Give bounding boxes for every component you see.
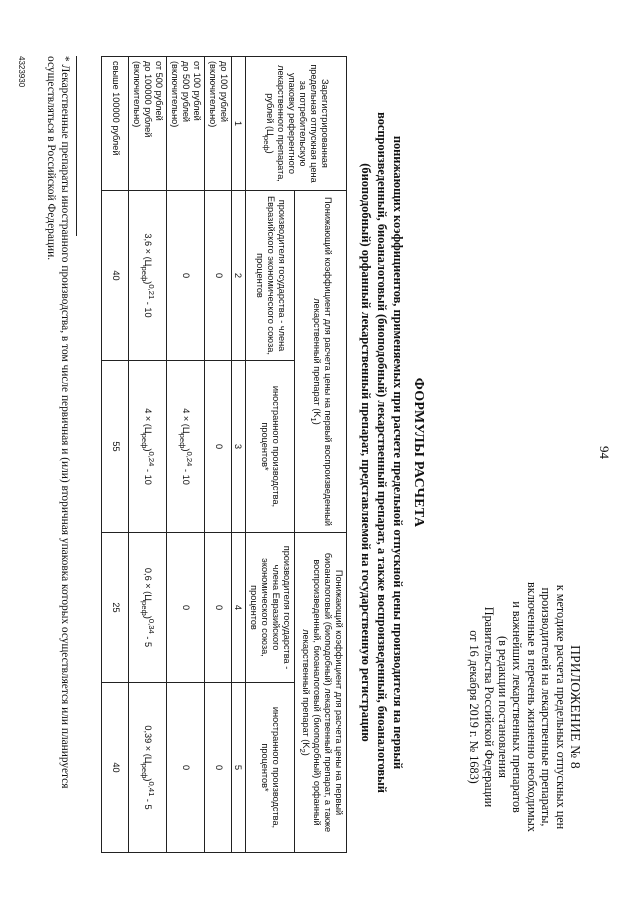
table-cell: 25 [102,533,129,683]
column-number: 2 [232,191,246,361]
appendix-line: Правительства Российской Федерации [481,606,496,808]
footnote-divider [76,56,77,236]
table-cell: 0 [205,191,232,361]
table-header-row [295,57,347,853]
table-cell: 40 [102,191,129,361]
appendix-line: от 16 декабря 2019 г. № 1683) [467,630,482,784]
document-title: ФОРМУЛЫ РАСЧЕТА [411,377,426,528]
table-row [167,57,205,853]
table-cell: 0 [205,533,232,683]
k1-group-header: Понижающий коэффициент для расчета цены на первый воспроизведенный лекарственный препарат $(K_1)$ [295,191,347,533]
subtitle-line: воспроизведенный, биоаналоговый (биоподобный) лекарственный препарат, а также воспроизведенный, биоаналоговый [375,112,389,793]
formula-cell: $0,6 \times (Ц_{реф})^{0,34} - 5$ [129,533,167,683]
appendix-line: (в редакции постановления [495,636,510,778]
price-column-header: Зарегистрированная предельная отпускная цена за потребительскую упаковку референтного лекарственного препарата, рублей $(Ц_{реф})$ [246,57,347,191]
price-range-cell: до 100 рублей (включительно) [205,57,232,191]
table-cell: 0 [205,361,232,533]
table-cell: 40 [102,683,129,853]
document-code: 4323930 [17,56,26,88]
table-cell: 0 [167,191,205,361]
title-block [358,60,426,845]
formula-cell: $4 \times (Ц_{реф})^{0,24} - 10$ [167,361,205,533]
table-cell: 55 [102,361,129,533]
formula-cell: $4 \times (Ц_{реф})^{0,24} - 10$ [129,361,167,533]
column-number: 5 [232,683,246,853]
foreign-producer-header: иностранного производства, процентов* [246,683,295,853]
table-cell: 0 [205,683,232,853]
appendix-line: к методике расчета предельных отпускных цен [553,584,568,830]
column-number: 1 [232,57,246,191]
formula-cell: $0,39 \times (Ц_{реф})^{0,41} - 5$ [129,683,167,853]
formula-cell: $3,6 \times (Ц_{реф})^{0,21} - 10$ [129,191,167,361]
table-row [205,57,232,853]
appendix-line: включенные в перечень жизненно необходимых [524,582,539,832]
table-row [129,57,167,853]
page-number: 94 [597,446,612,459]
column-number-row [232,57,246,853]
appendix-heading: ПРИЛОЖЕНИЕ № 8 [568,645,583,769]
subtitle-line: (биоподобный) орфанный лекарственный препарат, представляемой на государственную регистрацию [359,163,373,742]
column-number: 3 [232,361,246,533]
coefficient-table [101,56,347,853]
column-number: 4 [232,533,246,683]
table-cell: 0 [167,533,205,683]
subtitle-line: понижающих коэффициентов, применяемых при расчете предельной отпускной цены производителя на первый [391,135,405,770]
table-cell: 0 [167,683,205,853]
table-row [102,57,129,853]
document-subtitle [358,60,406,845]
price-range-cell: от 100 рублей до 500 рублей (включительно) [167,57,205,191]
k2-group-header: Понижающий коэффициент для расчета цены на первый биоаналоговый (биоподобный) лекарственный препарат, а также воспроизведенный, биоаналоговый (биоподобный) орфанный лекарственный препарат $(K_2)$ [295,533,347,853]
price-range-cell: от 500 рублей до 100000 рублей (включительно) [129,57,167,191]
appendix-block [467,557,582,857]
foreign-producer-header: иностранного производства, процентов* [246,361,295,533]
footnote: * Лекарственные препараты иностранного производства, в том числе первичная и (или) вторичная упаковка которых осуществляется или планируется осуществляться в Российской Федерации. [45,56,71,789]
eaeu-producer-header: производителя государства - члена Евразийского экономического союза, процентов [246,191,295,361]
appendix-line: и важнейших лекарственных препаратов [510,601,525,813]
eaeu-producer-header: производителя государства - члена Евразийского экономического союза, процентов [246,533,295,683]
price-range-cell: свыше 100000 рублей [102,57,129,191]
appendix-line: производителей на лекарственные препараты, [539,587,554,827]
